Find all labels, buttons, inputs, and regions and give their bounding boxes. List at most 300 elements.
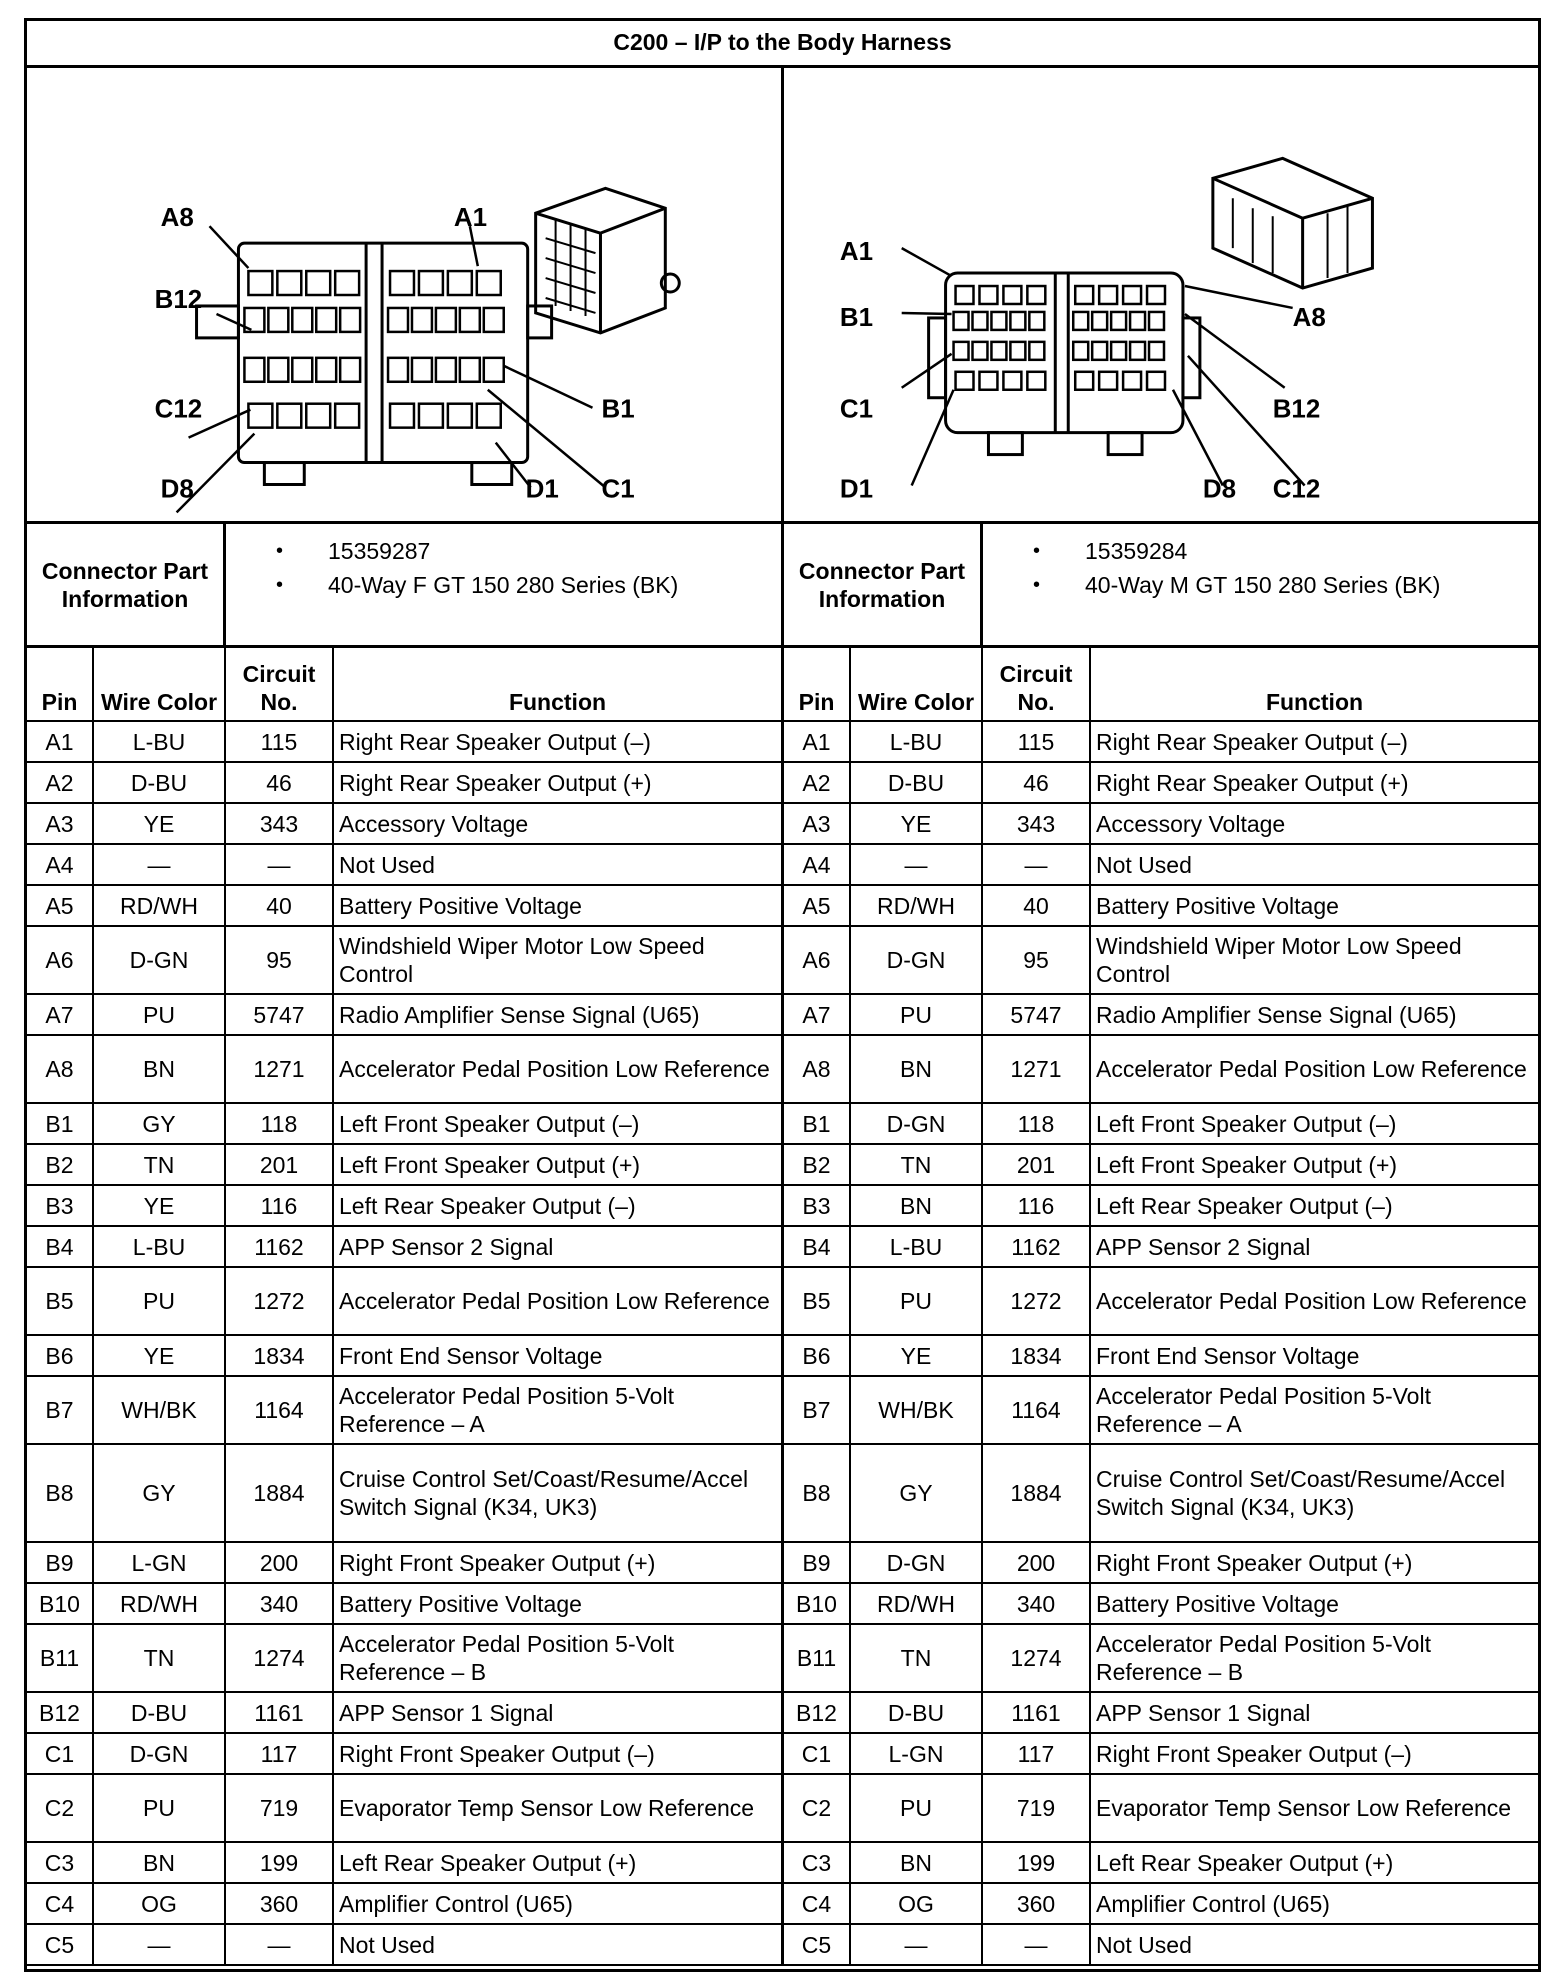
function-cell: Left Rear Speaker Output (+): [1090, 1842, 1538, 1883]
male-connector-panel: [781, 68, 1538, 521]
table-row: [27, 844, 781, 885]
pin-cell: C1: [27, 1733, 93, 1774]
cavity: [1027, 286, 1045, 304]
female-part-info: [27, 524, 781, 645]
col-header-pin: Pin: [784, 648, 850, 721]
male-pinout: [781, 648, 1538, 1966]
pin-cell: A7: [27, 994, 93, 1035]
cavity: [448, 404, 472, 428]
circuit-cell: 95: [225, 926, 333, 994]
circuit-cell: 343: [225, 803, 333, 844]
pin-cell: B5: [27, 1267, 93, 1335]
pin-cell: A1: [784, 721, 850, 762]
table-row: [27, 926, 781, 994]
wire-color-cell: TN: [850, 1624, 982, 1692]
table-row: [27, 1583, 781, 1624]
part-info-bullets: [226, 524, 781, 645]
function-cell: Cruise Control Set/Coast/Resume/Accel Switch Signal (K34, UK3): [1090, 1444, 1538, 1542]
circuit-cell: 95: [982, 926, 1090, 994]
cavity: [277, 271, 301, 295]
wire-color-cell: GY: [93, 1444, 225, 1542]
cavity: [268, 358, 288, 382]
function-cell: Accessory Voltage: [1090, 803, 1538, 844]
cavity: [1130, 342, 1145, 360]
wire-color-cell: PU: [850, 1267, 982, 1335]
function-cell: Battery Positive Voltage: [333, 1583, 781, 1624]
cavity: [1099, 372, 1117, 390]
wire-color-cell: WH/BK: [850, 1376, 982, 1444]
wire-color-cell: BN: [850, 1185, 982, 1226]
col-header-function: Function: [333, 648, 781, 721]
circuit-cell: 1834: [982, 1335, 1090, 1376]
table-row: [784, 926, 1538, 994]
wire-color-cell: D-GN: [850, 1542, 982, 1583]
table-row: [27, 721, 781, 762]
wire-color-cell: D-BU: [93, 1692, 225, 1733]
function-cell: Front End Sensor Voltage: [1090, 1335, 1538, 1376]
table-row: [784, 1924, 1538, 1965]
function-cell: Accelerator Pedal Position 5-Volt Reference – B: [333, 1624, 781, 1692]
wire-color-cell: PU: [93, 1774, 225, 1842]
cavity: [484, 358, 504, 382]
cavity: [991, 312, 1006, 330]
function-cell: APP Sensor 1 Signal: [1090, 1692, 1538, 1733]
function-cell: Evaporator Temp Sensor Low Reference: [333, 1774, 781, 1842]
wire-color-cell: PU: [850, 1774, 982, 1842]
wire-color-cell: BN: [850, 1842, 982, 1883]
pin-cell: B11: [784, 1624, 850, 1692]
cavity: [412, 308, 432, 332]
wire-color-cell: YE: [93, 1185, 225, 1226]
cavity: [973, 312, 988, 330]
cavity: [1092, 312, 1107, 330]
function-cell: Right Front Speaker Output (+): [333, 1542, 781, 1583]
cavity: [460, 308, 480, 332]
pin-cell: B2: [784, 1144, 850, 1185]
cavity: [1029, 312, 1044, 330]
col-header-pin: Pin: [27, 648, 93, 721]
label-d1: D1: [839, 475, 873, 504]
circuit-cell: 343: [982, 803, 1090, 844]
table-row: [27, 803, 781, 844]
function-cell: Right Rear Speaker Output (+): [1090, 762, 1538, 803]
table-row: [784, 1883, 1538, 1924]
cavity: [1073, 312, 1088, 330]
cavity: [1111, 312, 1126, 330]
function-cell: Accessory Voltage: [333, 803, 781, 844]
cavity: [1092, 342, 1107, 360]
circuit-cell: 340: [982, 1583, 1090, 1624]
connector-diagrams: [27, 68, 1538, 524]
female-pinout-table: [27, 648, 781, 1966]
table-row: [27, 1842, 781, 1883]
cavity: [390, 271, 414, 295]
cavity: [460, 358, 480, 382]
pin-cell: A8: [27, 1035, 93, 1103]
part-info-label: Connector Part Information: [27, 524, 226, 645]
female-connector-iso-icon: [536, 188, 680, 333]
label-a1: A1: [453, 204, 488, 233]
cavity: [1010, 342, 1025, 360]
cavity: [335, 271, 359, 295]
wire-color-cell: RD/WH: [93, 1583, 225, 1624]
table-row: [27, 1185, 781, 1226]
wire-color-cell: PU: [850, 994, 982, 1035]
wire-color-cell: TN: [850, 1144, 982, 1185]
part-info-bullets: [983, 524, 1538, 645]
wire-color-cell: D-BU: [93, 762, 225, 803]
cavity: [306, 404, 330, 428]
label-b1: B1: [601, 395, 635, 424]
wire-color-cell: GY: [93, 1103, 225, 1144]
wire-color-cell: YE: [850, 1335, 982, 1376]
wire-color-cell: L-BU: [850, 1226, 982, 1267]
connector-document: [24, 18, 1541, 1972]
cavity: [306, 271, 330, 295]
function-cell: Accelerator Pedal Position 5-Volt Reference – A: [1090, 1376, 1538, 1444]
cavity: [1123, 286, 1141, 304]
table-row: [784, 1185, 1538, 1226]
pin-cell: A2: [784, 762, 850, 803]
table-row: [784, 1692, 1538, 1733]
cavity: [1130, 312, 1145, 330]
cavity: [1010, 312, 1025, 330]
circuit-cell: —: [982, 1924, 1090, 1965]
circuit-cell: 340: [225, 1583, 333, 1624]
table-row: [784, 1583, 1538, 1624]
cavity: [1111, 342, 1126, 360]
pin-cell: C2: [784, 1774, 850, 1842]
function-cell: Front End Sensor Voltage: [333, 1335, 781, 1376]
table-row: [27, 1542, 781, 1583]
pin-cell: B7: [27, 1376, 93, 1444]
wire-color-cell: YE: [93, 803, 225, 844]
label-a8: A8: [160, 204, 194, 233]
table-row: [27, 1774, 781, 1842]
cavity: [1075, 372, 1093, 390]
bullet-icon: •: [1033, 540, 1041, 562]
circuit-cell: 1162: [982, 1226, 1090, 1267]
wire-color-cell: —: [850, 1924, 982, 1965]
table-row: [784, 1226, 1538, 1267]
cavity: [991, 342, 1006, 360]
function-cell: APP Sensor 2 Signal: [333, 1226, 781, 1267]
cavity: [477, 404, 501, 428]
function-cell: Left Rear Speaker Output (–): [333, 1185, 781, 1226]
female-connector-panel: [27, 68, 781, 521]
circuit-cell: 46: [225, 762, 333, 803]
pin-cell: B12: [27, 1692, 93, 1733]
cavity: [1149, 342, 1164, 360]
table-row: [27, 1335, 781, 1376]
circuit-cell: 200: [982, 1542, 1090, 1583]
circuit-cell: 360: [225, 1883, 333, 1924]
function-cell: Windshield Wiper Motor Low Speed Control: [1090, 926, 1538, 994]
label-b12: B12: [1272, 395, 1321, 424]
circuit-cell: 115: [982, 721, 1090, 762]
pin-cell: B8: [784, 1444, 850, 1542]
pin-cell: B6: [27, 1335, 93, 1376]
wire-color-cell: L-GN: [93, 1542, 225, 1583]
table-row: [784, 1542, 1538, 1583]
circuit-cell: —: [225, 844, 333, 885]
circuit-cell: 201: [225, 1144, 333, 1185]
wire-color-cell: PU: [93, 994, 225, 1035]
bullet-icon: •: [276, 540, 284, 562]
wire-color-cell: OG: [93, 1883, 225, 1924]
pin-cell: B11: [27, 1624, 93, 1692]
circuit-cell: 1161: [225, 1692, 333, 1733]
pin-cell: B5: [784, 1267, 850, 1335]
cavity: [954, 312, 969, 330]
circuit-cell: 199: [982, 1842, 1090, 1883]
cavity: [244, 358, 264, 382]
pin-cell: A5: [27, 885, 93, 926]
pin-cell: C1: [784, 1733, 850, 1774]
label-b12: B12: [154, 285, 203, 314]
function-cell: Left Rear Speaker Output (–): [1090, 1185, 1538, 1226]
cavity: [419, 271, 443, 295]
circuit-cell: 118: [982, 1103, 1090, 1144]
circuit-cell: 1274: [982, 1624, 1090, 1692]
function-cell: Radio Amplifier Sense Signal (U65): [333, 994, 781, 1035]
pin-cell: A6: [27, 926, 93, 994]
table-row: [27, 1144, 781, 1185]
col-header-circuit: Circuit No.: [982, 648, 1090, 721]
pin-cell: B10: [27, 1583, 93, 1624]
wire-color-cell: TN: [93, 1624, 225, 1692]
circuit-cell: 1272: [225, 1267, 333, 1335]
circuit-cell: 40: [225, 885, 333, 926]
wire-color-cell: RD/WH: [850, 1583, 982, 1624]
table-row: [784, 994, 1538, 1035]
document-title: C200 – I/P to the Body Harness: [27, 21, 1538, 68]
table-row: [784, 1103, 1538, 1144]
cavity: [292, 308, 312, 332]
wire-color-cell: D-GN: [850, 926, 982, 994]
wire-color-cell: L-BU: [850, 721, 982, 762]
col-header-wire-color: Wire Color: [93, 648, 225, 721]
circuit-cell: 5747: [225, 994, 333, 1035]
function-cell: Left Front Speaker Output (–): [1090, 1103, 1538, 1144]
label-c1: C1: [601, 475, 635, 504]
function-cell: Radio Amplifier Sense Signal (U65): [1090, 994, 1538, 1035]
circuit-cell: 719: [982, 1774, 1090, 1842]
part-description: 40-Way M GT 150 280 Series (BK): [1085, 572, 1441, 598]
male-connector-drawing: [784, 68, 1538, 521]
circuit-cell: 1274: [225, 1624, 333, 1692]
wire-color-cell: D-GN: [850, 1103, 982, 1144]
function-cell: Battery Positive Voltage: [1090, 885, 1538, 926]
function-cell: Battery Positive Voltage: [1090, 1583, 1538, 1624]
pin-cell: B12: [784, 1692, 850, 1733]
circuit-cell: 5747: [982, 994, 1090, 1035]
circuit-cell: 1272: [982, 1267, 1090, 1335]
wire-color-cell: D-BU: [850, 1692, 982, 1733]
pin-cell: A3: [27, 803, 93, 844]
pin-cell: B10: [784, 1583, 850, 1624]
table-row: [784, 1335, 1538, 1376]
table-row: [27, 1376, 781, 1444]
pin-cell: B9: [27, 1542, 93, 1583]
circuit-cell: 1271: [225, 1035, 333, 1103]
function-cell: Right Rear Speaker Output (+): [333, 762, 781, 803]
cavity: [1147, 286, 1165, 304]
table-row: [27, 1035, 781, 1103]
cavity: [1147, 372, 1165, 390]
male-cavity-grid: [954, 286, 1165, 390]
pin-cell: B6: [784, 1335, 850, 1376]
col-header-function: Function: [1090, 648, 1538, 721]
cavity: [419, 404, 443, 428]
pin-cell: B4: [27, 1226, 93, 1267]
table-row: [784, 1144, 1538, 1185]
col-header-wire-color: Wire Color: [850, 648, 982, 721]
table-row: [27, 1444, 781, 1542]
cavity: [335, 404, 359, 428]
cavity: [954, 342, 969, 360]
wire-color-cell: PU: [93, 1267, 225, 1335]
wire-color-cell: WH/BK: [93, 1376, 225, 1444]
function-cell: Amplifier Control (U65): [333, 1883, 781, 1924]
pin-cell: A1: [27, 721, 93, 762]
label-d8: D8: [160, 475, 194, 504]
male-connector-iso-icon: [1213, 158, 1373, 288]
pin-cell: B8: [27, 1444, 93, 1542]
bullet-icon: •: [276, 574, 284, 596]
pin-cell: A7: [784, 994, 850, 1035]
table-row: [784, 1376, 1538, 1444]
cavity: [316, 308, 336, 332]
cavity: [436, 308, 456, 332]
cavity: [388, 308, 408, 332]
circuit-cell: 117: [225, 1733, 333, 1774]
cavity: [477, 271, 501, 295]
wire-color-cell: BN: [93, 1842, 225, 1883]
male-pinout-table: [784, 648, 1538, 1966]
pin-cell: A2: [27, 762, 93, 803]
label-b1: B1: [839, 303, 873, 332]
cavity: [973, 342, 988, 360]
function-cell: Right Front Speaker Output (+): [1090, 1542, 1538, 1583]
pin-cell: C5: [784, 1924, 850, 1965]
female-connector-drawing: [27, 68, 781, 521]
table-row: [27, 885, 781, 926]
table-row: [784, 1842, 1538, 1883]
table-row: [27, 1624, 781, 1692]
wire-color-cell: L-BU: [93, 1226, 225, 1267]
table-row: [784, 1774, 1538, 1842]
pin-cell: C2: [27, 1774, 93, 1842]
function-cell: Accelerator Pedal Position 5-Volt Reference – A: [333, 1376, 781, 1444]
table-row: [27, 1226, 781, 1267]
circuit-cell: 1271: [982, 1035, 1090, 1103]
cavity: [268, 308, 288, 332]
wire-color-cell: D-GN: [93, 926, 225, 994]
wire-color-cell: GY: [850, 1444, 982, 1542]
circuit-cell: —: [225, 1924, 333, 1965]
cavity: [292, 358, 312, 382]
circuit-cell: 1161: [982, 1692, 1090, 1733]
circuit-cell: 116: [225, 1185, 333, 1226]
circuit-cell: 116: [982, 1185, 1090, 1226]
circuit-cell: 118: [225, 1103, 333, 1144]
function-cell: Accelerator Pedal Position Low Reference: [1090, 1267, 1538, 1335]
function-cell: Left Front Speaker Output (–): [333, 1103, 781, 1144]
cavity: [340, 358, 360, 382]
circuit-cell: 1884: [982, 1444, 1090, 1542]
wire-color-cell: —: [93, 1924, 225, 1965]
wire-color-cell: BN: [850, 1035, 982, 1103]
circuit-cell: 200: [225, 1542, 333, 1583]
pin-cell: C5: [27, 1924, 93, 1965]
circuit-cell: 1834: [225, 1335, 333, 1376]
cavity: [277, 404, 301, 428]
function-cell: Right Rear Speaker Output (–): [1090, 721, 1538, 762]
wire-color-cell: OG: [850, 1883, 982, 1924]
function-cell: Cruise Control Set/Coast/Resume/Accel Switch Signal (K34, UK3): [333, 1444, 781, 1542]
table-row: [784, 1624, 1538, 1692]
function-cell: APP Sensor 2 Signal: [1090, 1226, 1538, 1267]
pin-cell: C4: [784, 1883, 850, 1924]
pin-cell: B2: [27, 1144, 93, 1185]
table-row: [27, 1692, 781, 1733]
function-cell: Battery Positive Voltage: [333, 885, 781, 926]
table-row: [784, 803, 1538, 844]
label-a1: A1: [839, 238, 873, 267]
table-row: [27, 1924, 781, 1965]
circuit-cell: 201: [982, 1144, 1090, 1185]
cavity: [316, 358, 336, 382]
function-cell: Right Front Speaker Output (–): [333, 1733, 781, 1774]
cavity: [340, 308, 360, 332]
table-row: [784, 1444, 1538, 1542]
wire-color-cell: D-BU: [850, 762, 982, 803]
pin-cell: B3: [784, 1185, 850, 1226]
col-header-circuit: Circuit No.: [225, 648, 333, 721]
wire-color-cell: L-BU: [93, 721, 225, 762]
connector-part-info: [27, 524, 1538, 648]
cavity: [390, 404, 414, 428]
circuit-cell: 1162: [225, 1226, 333, 1267]
label-c1: C1: [839, 395, 873, 424]
bullet-icon: •: [1033, 574, 1041, 596]
wire-color-cell: RD/WH: [93, 885, 225, 926]
pin-cell: A3: [784, 803, 850, 844]
table-row: [784, 1035, 1538, 1103]
function-cell: Accelerator Pedal Position 5-Volt Reference – B: [1090, 1624, 1538, 1692]
wire-color-cell: YE: [850, 803, 982, 844]
circuit-cell: 40: [982, 885, 1090, 926]
circuit-cell: —: [982, 844, 1090, 885]
wire-color-cell: YE: [93, 1335, 225, 1376]
pin-cell: A6: [784, 926, 850, 994]
function-cell: APP Sensor 1 Signal: [333, 1692, 781, 1733]
label-d1: D1: [525, 475, 559, 504]
cavity: [484, 308, 504, 332]
cavity: [1149, 312, 1164, 330]
circuit-cell: 1164: [225, 1376, 333, 1444]
table-row: [27, 1103, 781, 1144]
function-cell: Not Used: [1090, 1924, 1538, 1965]
pin-cell: B1: [784, 1103, 850, 1144]
label-c12: C12: [154, 395, 203, 424]
table-row: [784, 844, 1538, 885]
table-row: [784, 1267, 1538, 1335]
cavity: [448, 271, 472, 295]
cavity: [436, 358, 456, 382]
function-cell: Accelerator Pedal Position Low Reference: [1090, 1035, 1538, 1103]
